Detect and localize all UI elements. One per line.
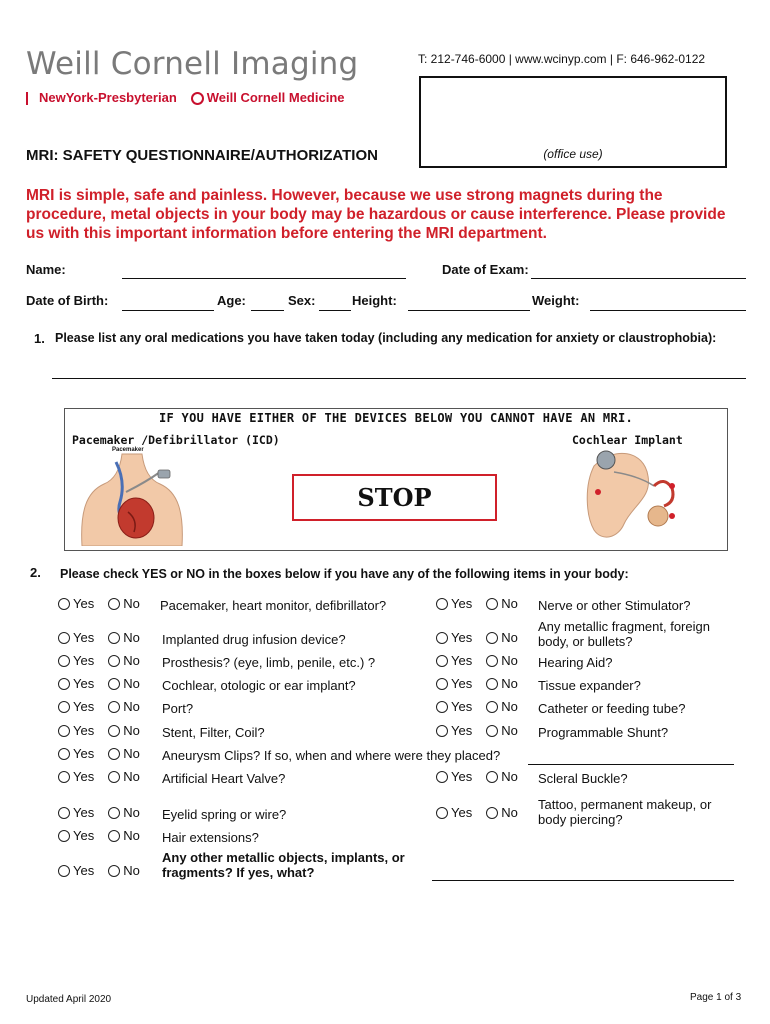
yes-radio-icon[interactable] xyxy=(58,748,70,760)
device-warning-heading: IF YOU HAVE EITHER OF THE DEVICES BELOW YOU CANNOT HAVE AN MRI. xyxy=(158,411,634,425)
office-use-caption: (office use) xyxy=(543,147,603,161)
no-radio-icon[interactable] xyxy=(486,807,498,819)
q2-number: 2. xyxy=(30,565,41,580)
no-radio-icon[interactable] xyxy=(108,655,120,667)
aneurysm-details-field[interactable] xyxy=(528,764,734,765)
medications-field[interactable] xyxy=(52,378,746,379)
left-item-8: Eyelid spring or wire? xyxy=(162,807,287,822)
yes-radio-icon[interactable] xyxy=(436,771,448,783)
yes-no-left-8[interactable]: Yes No xyxy=(58,805,140,820)
right-item-0: Nerve or other Stimulator? xyxy=(538,598,691,613)
updated-date: Updated April 2020 xyxy=(26,994,112,1005)
left-item-3: Cochlear, otologic or ear implant? xyxy=(162,678,356,693)
yes-radio-icon[interactable] xyxy=(436,725,448,737)
intro-text: MRI is simple, safe and painless. However, because we use strong magnets during the procedure, metal objects in your body may be hazardous or cause interference. Please provide us with this important information before entering the MRI department. xyxy=(26,187,726,242)
yes-no-right-3[interactable]: Yes No xyxy=(436,676,518,691)
yes-no-left-3[interactable]: Yes No xyxy=(58,676,140,691)
nyp-mark-icon xyxy=(26,92,35,105)
pacemaker-small-label: Pacemaker xyxy=(112,447,144,453)
right-item-5: Programmable Shunt? xyxy=(538,725,669,740)
left-item-7: Artificial Heart Valve? xyxy=(162,771,286,786)
yes-radio-icon[interactable] xyxy=(436,678,448,690)
left-item-10: Any other metallic objects, implants, or fragments? If yes, what? xyxy=(162,850,405,880)
no-radio-icon[interactable] xyxy=(486,771,498,783)
height-field[interactable] xyxy=(408,310,530,311)
yes-no-left-4[interactable]: Yes No xyxy=(58,699,140,714)
yes-no-left-6[interactable]: Yes No xyxy=(58,746,140,761)
yes-no-left-5[interactable]: Yes No xyxy=(58,723,140,738)
nyp-logo: NewYork-Presbyterian xyxy=(26,90,177,105)
no-radio-icon[interactable] xyxy=(486,655,498,667)
right-item-6: Scleral Buckle? xyxy=(538,771,628,786)
yes-no-right-1[interactable]: Yes No xyxy=(436,630,518,645)
contact-info: T: 212-746-6000 | www.wcinyp.com | F: 646-962-0122 xyxy=(418,52,706,66)
cochlear-illustration xyxy=(584,446,684,546)
age-field[interactable] xyxy=(251,310,284,311)
yes-no-left-10[interactable]: Yes No xyxy=(58,863,140,878)
yes-radio-icon[interactable] xyxy=(436,701,448,713)
yes-radio-icon[interactable] xyxy=(58,771,70,783)
q1-number: 1. xyxy=(34,331,45,346)
left-item-9: Hair extensions? xyxy=(162,830,259,845)
no-radio-icon[interactable] xyxy=(486,632,498,644)
name-field[interactable] xyxy=(122,278,406,279)
no-radio-icon[interactable] xyxy=(108,830,120,842)
brand-logo: Weill Cornell Imaging xyxy=(26,46,359,82)
yes-radio-icon[interactable] xyxy=(58,632,70,644)
yes-no-left-9[interactable]: Yes No xyxy=(58,828,140,843)
yes-no-right-6[interactable]: Yes No xyxy=(436,769,518,784)
yes-radio-icon[interactable] xyxy=(436,807,448,819)
right-item-7: Tattoo, permanent makeup, or body piercing? xyxy=(538,797,712,827)
yes-no-left-0[interactable]: Yes No xyxy=(58,596,140,611)
dob-field[interactable] xyxy=(122,310,214,311)
yes-radio-icon[interactable] xyxy=(58,725,70,737)
left-item-5: Stent, Filter, Coil? xyxy=(162,725,265,740)
no-radio-icon[interactable] xyxy=(108,725,120,737)
left-item-6: Aneurysm Clips? If so, when and where were they placed? xyxy=(162,748,501,763)
q1-text: Please list any oral medications you have taken today (including any medication for anxiety or claustrophobia): xyxy=(55,331,717,345)
no-radio-icon[interactable] xyxy=(108,678,120,690)
yes-no-right-2[interactable]: Yes No xyxy=(436,653,518,668)
page-title: MRI: SAFETY QUESTIONNAIRE/AUTHORIZATION xyxy=(26,147,378,164)
no-radio-icon[interactable] xyxy=(486,678,498,690)
yes-no-left-7[interactable]: Yes No xyxy=(58,769,140,784)
sex-label: Sex: xyxy=(288,293,316,308)
no-radio-icon[interactable] xyxy=(108,807,120,819)
wcm-logo: Weill Cornell Medicine xyxy=(191,90,345,105)
q2-text: Please check YES or NO in the boxes below if you have any of the following items in your body: xyxy=(60,567,629,581)
pacemaker-illustration xyxy=(76,452,188,546)
stop-sign: STOP xyxy=(292,474,497,521)
yes-no-right-5[interactable]: Yes No xyxy=(436,723,518,738)
yes-no-right-4[interactable]: Yes No xyxy=(436,699,518,714)
yes-radio-icon[interactable] xyxy=(58,701,70,713)
no-radio-icon[interactable] xyxy=(486,701,498,713)
yes-radio-icon[interactable] xyxy=(436,632,448,644)
height-label: Height: xyxy=(352,293,397,308)
right-item-3: Tissue expander? xyxy=(538,678,641,693)
left-item-4: Port? xyxy=(162,701,194,716)
yes-no-left-2[interactable]: Yes No xyxy=(58,653,140,668)
right-item-2: Hearing Aid? xyxy=(538,655,613,670)
right-item-1: Any metallic fragment, foreign body, or bullets? xyxy=(538,619,710,649)
page-number: Page 1 of 3 xyxy=(690,992,742,1003)
no-radio-icon[interactable] xyxy=(108,865,120,877)
no-radio-icon[interactable] xyxy=(108,701,120,713)
left-item-2: Prosthesis? (eye, limb, penile, etc.) ? xyxy=(162,655,376,670)
no-radio-icon[interactable] xyxy=(108,771,120,783)
pacemaker-label: Pacemaker /Defibrillator (ICD) xyxy=(72,433,280,447)
left-item-0: Pacemaker, heart monitor, defibrillator? xyxy=(160,598,387,613)
yes-radio-icon[interactable] xyxy=(58,598,70,610)
no-radio-icon[interactable] xyxy=(486,598,498,610)
no-radio-icon[interactable] xyxy=(486,725,498,737)
no-radio-icon[interactable] xyxy=(108,632,120,644)
date-of-exam-label: Date of Exam: xyxy=(442,262,529,277)
yes-radio-icon[interactable] xyxy=(58,830,70,842)
yes-radio-icon[interactable] xyxy=(58,678,70,690)
yes-no-right-0[interactable]: Yes No xyxy=(436,596,518,611)
name-label: Name: xyxy=(26,262,66,277)
partner-logos xyxy=(26,90,345,105)
dob-label: Date of Birth: xyxy=(26,293,109,308)
no-radio-icon[interactable] xyxy=(108,748,120,760)
weight-field[interactable] xyxy=(590,310,746,311)
sex-field[interactable] xyxy=(319,310,351,311)
yes-radio-icon[interactable] xyxy=(58,865,70,877)
cochlear-label: Cochlear Implant xyxy=(572,433,683,447)
yes-radio-icon[interactable] xyxy=(436,655,448,667)
yes-radio-icon[interactable] xyxy=(58,807,70,819)
yes-radio-icon[interactable] xyxy=(58,655,70,667)
yes-no-left-1[interactable]: Yes No xyxy=(58,630,140,645)
right-item-4: Catheter or feeding tube? xyxy=(538,701,686,716)
weight-label: Weight: xyxy=(532,293,580,308)
seal-icon xyxy=(191,92,204,105)
date-of-exam-field[interactable] xyxy=(531,278,746,279)
yes-radio-icon[interactable] xyxy=(436,598,448,610)
yes-no-right-7[interactable]: Yes No xyxy=(436,805,518,820)
left-item-1: Implanted drug infusion device? xyxy=(162,632,346,647)
age-label: Age: xyxy=(217,293,246,308)
no-radio-icon[interactable] xyxy=(108,598,120,610)
other-metallic-field[interactable] xyxy=(432,880,734,881)
